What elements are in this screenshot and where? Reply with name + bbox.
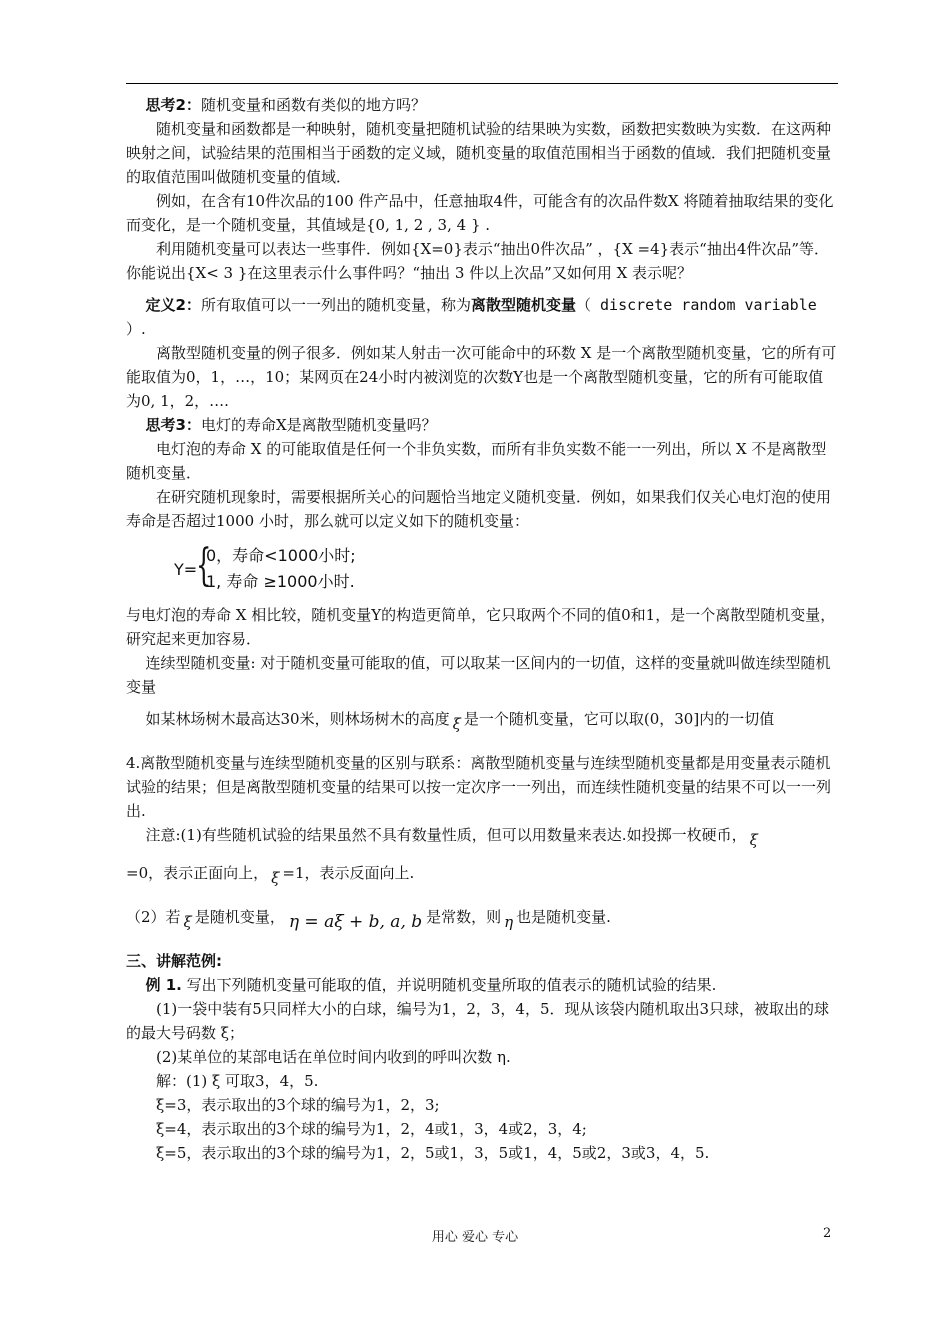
formula-brace: { <box>196 540 212 591</box>
forest-example-b: 是一个随机变量，它可以取(0，30]内的一切值 <box>463 710 775 728</box>
xi-symbol: ξ <box>183 913 192 931</box>
note1-a: 注意:(1)有些随机试验的结果虽然不具有数量性质，但可以用数量来表达.如投掷一枚硬币， <box>145 826 747 844</box>
def2-open: （ <box>575 296 591 314</box>
example1-line <box>126 973 838 997</box>
section4-p1: 4.离散型随机变量与连续型随机变量的区别与联系：离散型随机变量与连续型随机变量都是用变量表示随机试验的结果；但是离散型随机变量的结果可以按一定次序一一列出，而连续性随机变量的结果不可以一一列出. <box>126 754 832 820</box>
think2-p1: 随机变量和函数都是一种映射，随机变量把随机试验的结果映为实数，函数把实数映为实数．在这两种映射之间，试验结果的范围相当于函数的定义域，随机变量的取值范围相当于函数的值域．我们把随机变量的取值范围叫做随机变量的值域． <box>126 120 832 186</box>
solution-line2: ξ=3，表示取出的3个球的编号为1，2，3; <box>156 1096 440 1114</box>
footer-motto: 用心 爱心 专心 <box>431 1230 519 1245</box>
def2-english: discrete random variable <box>590 296 817 314</box>
note2-line <box>126 905 838 932</box>
continuous-definition: 连续型随机变量: 对于随机变量可能取的值，可以取某一区间内的一切值，这样的变量就叫做连续型随机变量 <box>126 654 831 696</box>
note1-c: =1，表示反面向上. <box>282 864 415 882</box>
formula-lhs: Y= <box>174 560 198 579</box>
solution-line3: ξ=4，表示取出的3个球的编号为1，2，4或1，3，4或2，3，4; <box>156 1120 587 1138</box>
note1-b: =0，表示正面向上， <box>126 864 269 882</box>
def2-term: 离散型随机变量 <box>470 296 576 314</box>
formula-case-2: 1, 寿命 ≥1000小时. <box>206 572 355 591</box>
note2-b: 是随机变量， <box>194 908 285 926</box>
think2-paragraph <box>126 93 838 117</box>
think2-question: 随机变量和函数有类似的地方吗？ <box>200 96 426 114</box>
def2-before: 所有取值可以一一列出的随机变量，称为 <box>200 296 471 314</box>
xi-symbol: ξ <box>749 831 758 849</box>
think3-question: 电灯的寿命X是离散型随机变量吗？ <box>200 416 437 434</box>
example1-part2: (2)某单位的某部电话在单位时间内收到的呼叫次数 η. <box>156 1048 511 1066</box>
note2-d: 也是随机变量. <box>516 908 611 926</box>
def2-paragraph <box>126 293 838 341</box>
think2-title: 思考2： <box>145 96 201 114</box>
note1-line1 <box>126 823 838 847</box>
header-rule <box>126 83 838 84</box>
linear-transform-equation: η = aξ + b, a, b <box>288 912 423 932</box>
section3-heading <box>126 949 838 973</box>
page-number: 2 <box>823 1226 832 1241</box>
example1-text: 写出下列随机变量可能取的值，并说明随机变量所取的值表示的随机试验的结果. <box>181 976 717 994</box>
note2-a: （2）若 <box>126 908 181 926</box>
solution-line4: ξ=5，表示取出的3个球的编号为1，2，5或1，3，5或1，4，5或2，3或3，4，5. <box>156 1144 710 1162</box>
after-formula-p1: 与电灯泡的寿命 X 相比较，随机变量Y的构造更简单，它只取两个不同的值0和1，是一个离散型随机变量，研究起来更加容易． <box>126 606 836 648</box>
page-content <box>126 93 838 1165</box>
think3-paragraph <box>126 413 838 437</box>
def2-title: 定义2： <box>145 296 201 314</box>
think2-p3: 利用随机变量可以表达一些事件．例如{X=0}表示“抽出0件次品” ，{X =4}表示“抽出4件次品”等．你能说出{X< 3 }在这里表示什么事件吗？“抽出 3 件以上次品”又如何用 X 表示呢？ <box>126 240 830 282</box>
xi-symbol: ξ <box>452 715 461 733</box>
think2-p2: 例如，在含有10件次品的100 件产品中，任意抽取4件，可能含有的次品件数X 将随着抽取结果的变化而变化，是一个随机变量，其值域是{0, 1, 2 , 3, 4 } . <box>126 192 834 234</box>
def2-p1: 离散型随机变量的例子很多．例如某人射击一次可能命中的环数 X 是一个离散型随机变量，它的所有可能取值为0，1，…，10；某网页在24小时内被浏览的次数Y也是一个离散型随机变量，它的所有可能取值为0, 1，2，…. <box>126 344 837 410</box>
think3-p1: 电灯泡的寿命 X 的可能取值是任何一个非负实数，而所有非负实数不能一一列出，所以 X 不是离散型随机变量． <box>126 440 827 482</box>
forest-example-a: 如某林场树木最高达30米，则林场树木的高度 <box>145 710 450 728</box>
think3-title: 思考3： <box>145 416 201 434</box>
section3-heading-text: 三、讲解范例: <box>126 952 222 970</box>
forest-example <box>126 707 838 731</box>
note1-line2 <box>126 861 838 885</box>
think3-p2: 在研究随机现象时，需要根据所关心的问题恰当地定义随机变量．例如，如果我们仅关心电灯泡的使用寿命是否超过1000 小时，那么就可以定义如下的随机变量： <box>126 488 832 530</box>
solution-line1: 解：(1) ξ 可取3，4，5. <box>156 1072 319 1090</box>
formula-case-1: 0，寿命<1000小时; <box>206 546 356 565</box>
eta-symbol: η <box>504 913 514 931</box>
def2-close: ）. <box>126 320 146 338</box>
piecewise-formula <box>126 541 838 599</box>
note2-c: 是常数，则 <box>426 908 502 926</box>
example1-part1: (1)一袋中装有5只同样大小的白球，编号为1，2，3，4，5．现从该袋内随机取出3只球，被取出的球的最大号码数 ξ； <box>126 1000 830 1042</box>
xi-symbol: ξ <box>271 869 280 887</box>
example1-title: 例 1. <box>145 976 182 994</box>
